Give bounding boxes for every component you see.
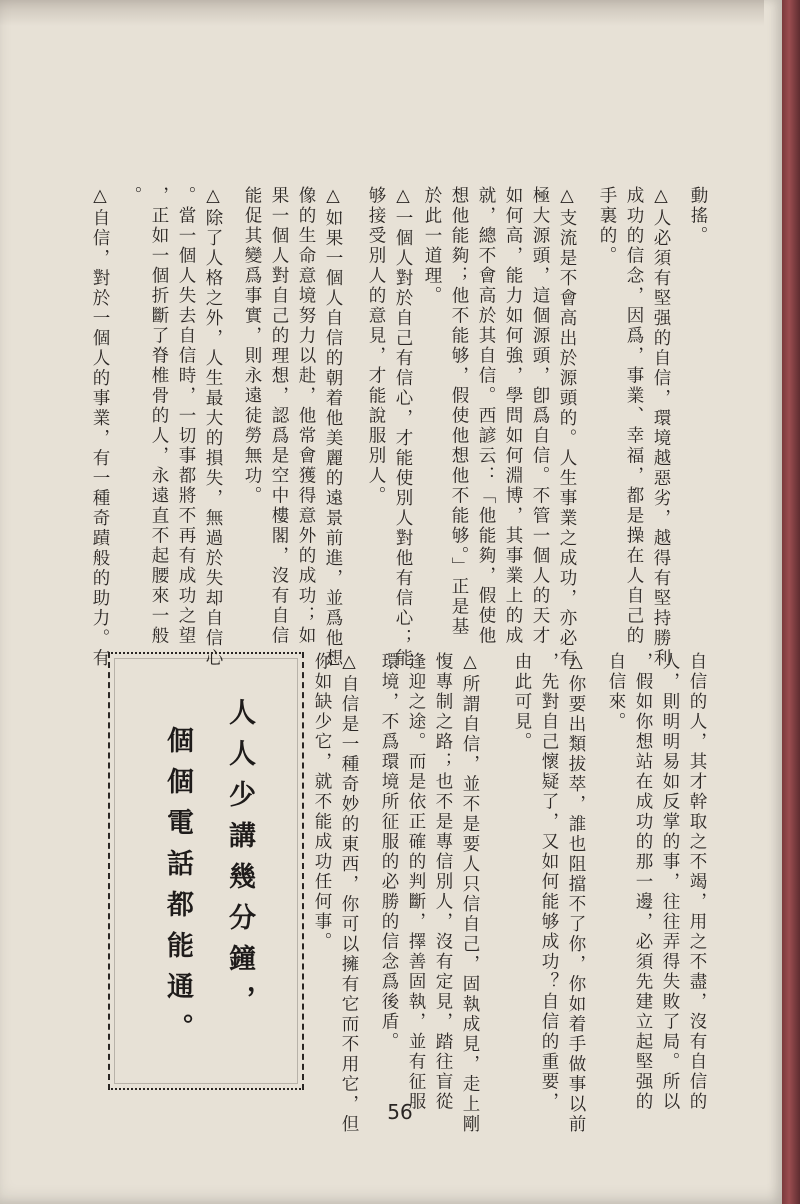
text-column: ，假如你想站在成功的那一邊，必須先建立起堅强的 bbox=[633, 652, 653, 1112]
text-column: 够接受別人的意見，才能說服別人。 bbox=[366, 186, 386, 506]
text-column: 能促其變爲事實，則永遠徒勞無功。 bbox=[242, 186, 262, 506]
text-column: △除了人格之外，人生最大的損失，無過於失却自信心 bbox=[203, 186, 223, 669]
text-column: 人，則明明易如反掌的事，往往弄得失敗了局。所以 bbox=[660, 652, 680, 1112]
text-column: △所謂自信，並不是要人只信自己，固執成見，走上剛 bbox=[460, 652, 480, 1135]
text-column: 果一個人對自己的理想，認爲是空中樓閣，沒有自信 bbox=[269, 186, 289, 646]
text-column: 手裏的。 bbox=[597, 186, 617, 266]
text-column: △如果一個人自信的朝着他美麗的遠景前進，並爲他想 bbox=[323, 186, 343, 669]
text-column: 逢迎之途。而是依正確的判斷，擇善固執，並有征服 bbox=[406, 652, 426, 1112]
text-column: △支流是不會高出於源頭的。人生事業之成功，亦必有 bbox=[557, 186, 577, 669]
text-column: △自信是一種奇妙的東西，你可以擁有它而不用它，但 bbox=[339, 652, 359, 1135]
text-column: 環境，不爲環境所征服的必勝的信念爲後盾。 bbox=[379, 652, 399, 1052]
text-column: 想他能夠；他不能够，假使他想他不能够。」正是基 bbox=[449, 186, 469, 638]
slogan-line-2: 個個電話都能通。 bbox=[162, 726, 193, 1054]
slogan-line-1: 人人少講幾分鐘， bbox=[224, 698, 255, 1026]
slogan-frame bbox=[108, 652, 304, 1090]
text-column: △人必須有堅强的自信，環境越惡劣，越得有堅持勝利 bbox=[651, 186, 671, 669]
text-column: 自信來。 bbox=[606, 652, 626, 732]
text-column: 由此可見。 bbox=[512, 652, 532, 752]
text-column: △你要出類拔萃，誰也阻擋不了你，你如着手做事以前 bbox=[566, 652, 586, 1135]
text-column: 。當一個人失去自信時，一切事都將不再有成功之望 bbox=[176, 186, 196, 646]
text-column: 愎專制之路；也不是專信別人，沒有定見，踏往盲從 bbox=[433, 652, 453, 1112]
text-column: △自信，對於一個人的事業，有一種奇蹟般的助力。有 bbox=[90, 186, 110, 669]
page-shadow bbox=[0, 0, 764, 26]
text-column: △一個人對於自己有信心，才能使別人對他有信心；能 bbox=[393, 186, 413, 669]
text-column: 極大源頭，這個源頭，卽爲自信。不管一個人的天才 bbox=[530, 186, 550, 646]
text-column: 動搖。 bbox=[688, 186, 708, 246]
text-column: ，先對自己懷疑了，又如何能够成功？自信的重要， bbox=[539, 652, 559, 1112]
text-column: ，正如一個折斷了脊椎骨的人，永遠直不起腰來一般 bbox=[149, 186, 169, 646]
text-column: 就，總不會高於其自信。西諺云：「他能夠，假使他 bbox=[476, 186, 496, 646]
text-column: 。 bbox=[122, 186, 142, 206]
text-column: 於此一道理。 bbox=[422, 186, 442, 306]
text-column: 你如缺少它，就不能成功任何事。 bbox=[312, 652, 332, 952]
page-number: 56 bbox=[387, 1100, 413, 1124]
text-column: 如何高，能力如何強，學問如何淵博，其事業上的成 bbox=[503, 186, 523, 646]
text-column: 成功的信念，因爲，事業、幸福，都是操在人自己的 bbox=[624, 186, 644, 646]
book-edge bbox=[782, 0, 800, 1204]
text-column: 自信的人，其才幹取之不竭，用之不盡，沒有自信的 bbox=[687, 652, 707, 1112]
text-column: 像的生命意境努力以赴，他常會獲得意外的成功；如 bbox=[296, 186, 316, 646]
